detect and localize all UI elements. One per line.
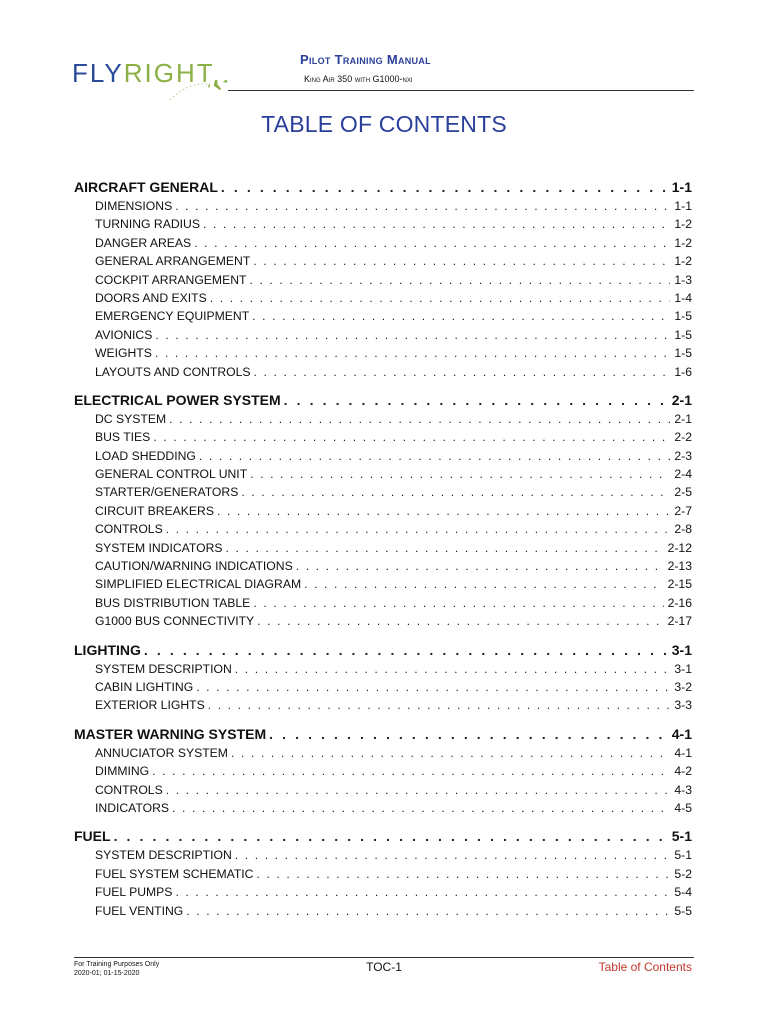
toc-section-entry[interactable] <box>74 678 692 696</box>
section-page: 5-5 <box>674 903 692 918</box>
section-page: 2-15 <box>667 577 692 592</box>
toc-section-entry[interactable] <box>74 846 692 864</box>
toc-section-entry[interactable] <box>74 326 692 344</box>
toc-section-entry[interactable] <box>74 363 692 381</box>
toc-section-entry[interactable] <box>74 744 692 762</box>
toc-section-entry[interactable] <box>74 428 692 446</box>
section-page: 3-2 <box>674 679 692 694</box>
section-title: FUEL VENTING <box>95 903 184 918</box>
section-page: 4-5 <box>674 800 692 815</box>
section-title: CABIN LIGHTING <box>95 679 194 694</box>
section-page: 2-13 <box>667 559 692 574</box>
dot-leader <box>221 177 668 197</box>
footer-training-notice: For Training Purposes Only <box>74 961 160 968</box>
dot-leader <box>250 465 670 483</box>
dot-leader <box>217 502 670 520</box>
section-title: ANNUCIATOR SYSTEM <box>95 745 228 760</box>
section-title: FUEL SYSTEM SCHEMATIC <box>95 866 254 881</box>
dot-leader <box>166 781 671 799</box>
section-page: 2-4 <box>674 467 692 482</box>
section-title: COCKPIT ARRANGEMENT <box>95 272 247 287</box>
toc-chapter-entry[interactable] <box>74 177 692 197</box>
section-title: FUEL PUMPS <box>95 885 173 900</box>
section-page: 5-2 <box>674 866 692 881</box>
section-title: BUS DISTRIBUTION TABLE <box>95 595 251 610</box>
toc-chapter-entry[interactable] <box>74 640 692 660</box>
dot-leader <box>175 883 670 901</box>
section-page: 2-3 <box>674 448 692 463</box>
section-title: CAUTION/WARNING INDICATIONS <box>95 559 293 574</box>
dot-leader <box>175 197 670 215</box>
section-page: 1-5 <box>674 346 692 361</box>
section-title: SYSTEM DESCRIPTION <box>95 661 232 676</box>
section-page: 1-4 <box>674 290 692 305</box>
toc-section-entry[interactable] <box>74 483 692 501</box>
toc-chapter-entry[interactable] <box>74 390 692 410</box>
footer-toc-link[interactable]: Table of Contents <box>598 960 692 974</box>
section-page: 2-12 <box>667 540 692 555</box>
toc-section-entry[interactable] <box>74 271 692 289</box>
dot-leader <box>155 326 670 344</box>
section-page: 1-2 <box>674 254 692 269</box>
section-page: 2-5 <box>674 485 692 500</box>
chapter-page: 3-1 <box>671 641 692 658</box>
toc-section-entry[interactable] <box>74 557 692 575</box>
section-title: SYSTEM DESCRIPTION <box>95 848 232 863</box>
section-title: DIMMING <box>95 764 150 779</box>
footer-revision: 2020-01; 01-15-2020 <box>74 970 140 977</box>
header-divider <box>228 90 694 91</box>
chapter-title: MASTER WARNING SYSTEM <box>74 725 267 742</box>
section-title: GENERAL CONTROL UNIT <box>95 467 248 482</box>
dot-leader <box>257 612 663 630</box>
toc-section-entry[interactable] <box>74 594 692 612</box>
section-title: DC SYSTEM <box>95 411 167 426</box>
toc-chapter-entry[interactable] <box>74 724 692 744</box>
dot-leader <box>296 557 664 575</box>
toc-section-entry[interactable] <box>74 447 692 465</box>
table-of-contents <box>74 177 692 929</box>
section-title: STARTER/GENERATORS <box>95 485 239 500</box>
section-title: TURNING RADIUS <box>95 217 200 232</box>
dot-leader <box>144 640 668 660</box>
section-page: 3-3 <box>674 698 692 713</box>
toc-section-entry[interactable] <box>74 539 692 557</box>
dot-leader <box>194 234 670 252</box>
section-title: CONTROLS <box>95 782 163 797</box>
section-title: CONTROLS <box>95 522 163 537</box>
section-page: 1-5 <box>674 327 692 342</box>
dot-leader <box>203 215 670 233</box>
footer-divider <box>74 957 694 958</box>
toc-section-entry[interactable] <box>74 502 692 520</box>
chapter-page: 1-1 <box>671 179 692 195</box>
toc-section-entry[interactable] <box>74 344 692 362</box>
toc-section-entry[interactable] <box>74 289 692 307</box>
chapter-page: 2-1 <box>671 391 692 408</box>
toc-chapter-block <box>74 177 692 381</box>
toc-section-entry[interactable] <box>74 902 692 920</box>
toc-chapter-block <box>74 724 692 818</box>
section-title: BUS TIES <box>95 430 151 445</box>
dot-leader <box>269 724 668 744</box>
section-page: 2-7 <box>674 503 692 518</box>
dot-leader <box>153 428 670 446</box>
section-page: 4-2 <box>674 764 692 779</box>
chapter-page: 4-1 <box>671 725 692 742</box>
section-page: 2-17 <box>667 614 692 629</box>
dot-leader <box>284 390 668 410</box>
toc-section-entry[interactable] <box>74 520 692 538</box>
section-page: 1-1 <box>674 199 692 213</box>
section-title: DIMENSIONS <box>95 199 173 213</box>
section-title: LOAD SHEDDING <box>95 448 196 463</box>
section-page: 1-6 <box>674 364 692 379</box>
section-page: 4-3 <box>674 782 692 797</box>
toc-section-entry[interactable] <box>74 215 692 233</box>
toc-section-entry[interactable] <box>74 865 692 883</box>
section-page: 5-4 <box>674 885 692 900</box>
toc-section-entry[interactable] <box>74 197 692 215</box>
toc-section-entry[interactable] <box>74 883 692 901</box>
toc-section-entry[interactable] <box>74 660 692 678</box>
section-title: DANGER AREAS <box>95 235 192 250</box>
toc-chapter-entry[interactable] <box>74 826 692 846</box>
chapter-title: ELECTRICAL POWER SYSTEM <box>74 391 281 408</box>
section-title: G1000 BUS CONNECTIVITY <box>95 614 255 629</box>
dot-leader <box>253 252 670 270</box>
section-page: 5-1 <box>674 848 692 863</box>
toc-section-entry[interactable] <box>74 307 692 325</box>
manual-subtitle: King Air 350 with G1000-nxi <box>304 74 413 84</box>
section-title: CIRCUIT BREAKERS <box>95 503 214 518</box>
section-page: 2-2 <box>674 430 692 445</box>
dot-leader <box>253 594 663 612</box>
section-page: 1-2 <box>674 217 692 232</box>
chapter-page: 5-1 <box>671 828 692 845</box>
dot-leader <box>199 447 670 465</box>
section-page: 1-5 <box>674 309 692 324</box>
dot-leader <box>235 846 671 864</box>
dot-leader <box>226 539 664 557</box>
section-page: 2-8 <box>674 522 692 537</box>
section-title: SIMPLIFIED ELECTRICAL DIAGRAM <box>95 577 302 592</box>
toc-chapter-block <box>74 640 692 715</box>
section-page: 2-1 <box>674 411 692 426</box>
dot-leader <box>152 762 670 780</box>
dot-leader <box>166 520 671 538</box>
dot-leader <box>241 483 670 501</box>
page-title: TABLE OF CONTENTS <box>261 111 507 137</box>
dot-leader <box>172 799 670 817</box>
chapter-title: FUEL <box>74 828 111 845</box>
section-page: 3-1 <box>674 661 692 676</box>
toc-section-entry[interactable] <box>74 234 692 252</box>
dot-leader <box>235 660 671 678</box>
section-title: EXTERIOR LIGHTS <box>95 698 205 713</box>
section-title: DOORS AND EXITS <box>95 290 207 305</box>
toc-section-entry[interactable] <box>74 762 692 780</box>
section-page: 1-3 <box>674 272 692 287</box>
dot-leader <box>186 902 670 920</box>
toc-section-entry[interactable] <box>74 575 692 593</box>
dot-leader <box>169 410 670 428</box>
toc-chapter-block <box>74 826 692 920</box>
toc-section-entry[interactable] <box>74 696 692 714</box>
dot-leader <box>114 826 668 846</box>
dot-leader <box>254 363 671 381</box>
dot-leader <box>210 289 671 307</box>
section-title: SYSTEM INDICATORS <box>95 540 223 555</box>
logo-fly: FLY <box>72 58 124 88</box>
toc-section-entry[interactable] <box>74 410 692 428</box>
manual-title: Pilot Training Manual <box>300 52 431 67</box>
page-number: TOC-1 <box>366 960 402 974</box>
dot-leader <box>208 696 671 714</box>
section-title: EMERGENCY EQUIPMENT <box>95 309 250 324</box>
logo-wordmark <box>72 58 215 89</box>
toc-section-entry[interactable] <box>74 612 692 630</box>
dot-leader <box>249 271 670 289</box>
toc-section-entry[interactable] <box>74 465 692 483</box>
toc-section-entry[interactable] <box>74 781 692 799</box>
chapter-title: LIGHTING <box>74 641 141 658</box>
toc-section-entry[interactable] <box>74 252 692 270</box>
dot-leader <box>155 344 671 362</box>
dot-leader <box>252 307 670 325</box>
section-title: INDICATORS <box>95 800 170 815</box>
dot-leader <box>196 678 670 696</box>
dot-leader <box>231 744 670 762</box>
toc-section-entry[interactable] <box>74 799 692 817</box>
section-page: 2-16 <box>667 595 692 610</box>
logo-right: RIGHT <box>123 58 215 88</box>
dot-leader <box>304 575 663 593</box>
section-title: GENERAL ARRANGEMENT <box>95 254 251 269</box>
section-title: AVIONICS <box>95 327 153 342</box>
section-page: 4-1 <box>674 745 692 760</box>
section-title: LAYOUTS AND CONTROLS <box>95 364 251 379</box>
dot-leader <box>256 865 670 883</box>
section-title: WEIGHTS <box>95 346 152 361</box>
chapter-title: AIRCRAFT GENERAL <box>74 179 218 195</box>
toc-chapter-block <box>74 390 692 631</box>
section-page: 1-2 <box>674 235 692 250</box>
